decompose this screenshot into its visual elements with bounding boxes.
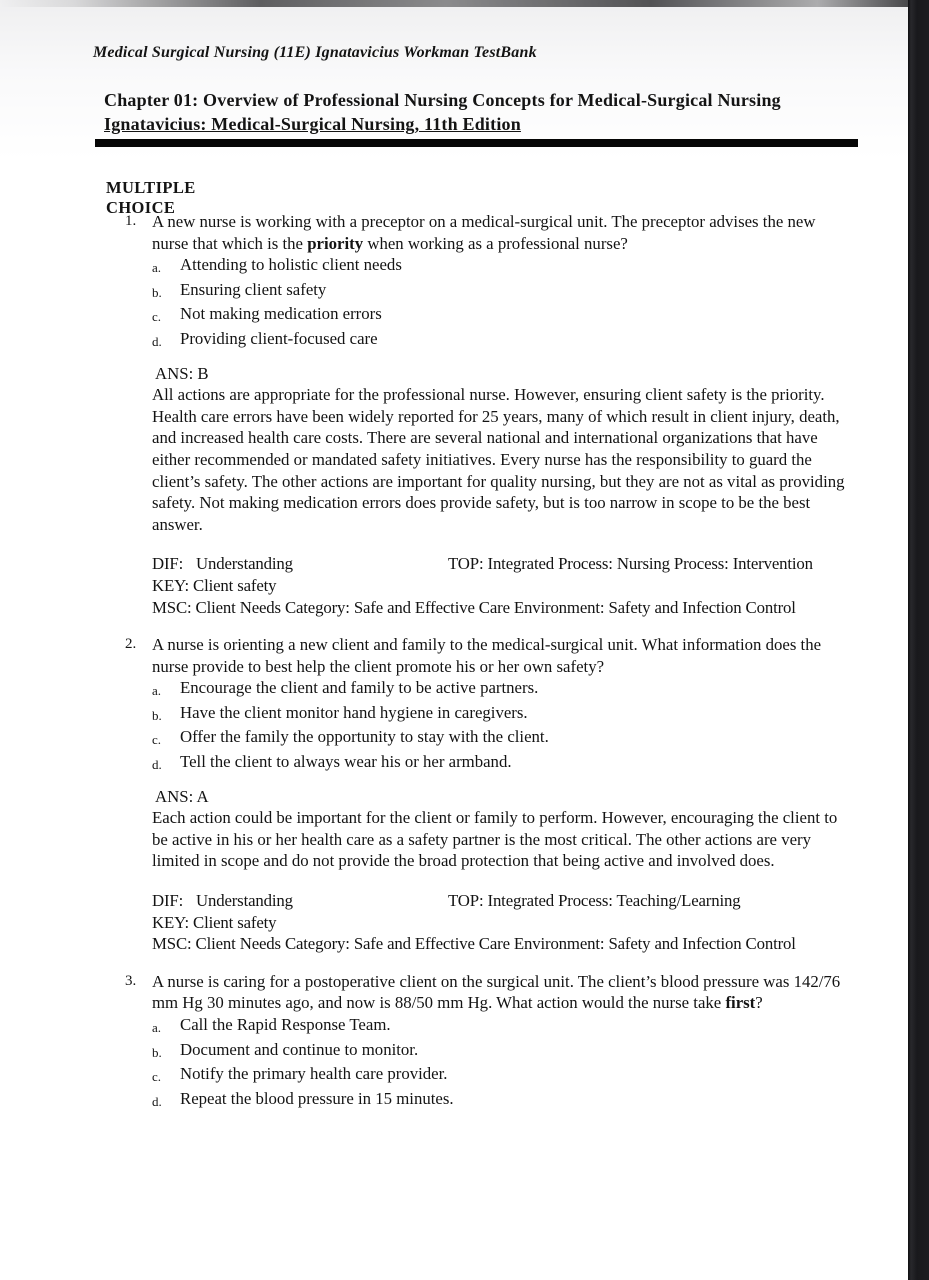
option-row [152,726,855,751]
question-body [152,971,855,1113]
question-stem-text: A nurse is caring for a postoperative client on the surgical unit. The client’s blood pressure was 142/76 mm Hg 30 minutes ago, and now is 88/50 mm Hg. What action would the nurse take [152,971,841,1013]
option-letter: b. [152,284,162,300]
question-number: 1. [125,213,137,229]
dif-label: DIF: [152,891,184,911]
question-meta [152,890,855,955]
top-value: TOP: Integrated Process: Nursing Process: Intervention [448,554,813,574]
section-heading: MULTIPLE CHOICE [106,178,196,217]
option-row [152,279,855,304]
dif-value: Understanding [196,554,293,574]
option-text: Not making medication errors [180,304,382,324]
option-row [152,328,855,353]
option-text: Call the Rapid Response Team. [180,1015,391,1034]
question-body [152,634,855,955]
question-item-3 [125,971,870,1113]
question-stem [152,634,855,677]
option-row [152,1063,855,1088]
option-text: Offer the family the opportunity to stay with the client. [180,727,549,747]
option-letter: c. [152,1069,162,1085]
title-divider-rule [95,139,858,147]
option-letter: d. [152,1093,162,1109]
option-row [152,303,855,328]
msc-row: MSC: Client Needs Category: Safe and Effective Care Environment: Safety and Infection Control [152,597,796,617]
dif-top-row [152,890,855,912]
dif-value: Understanding [196,891,293,911]
option-text: Ensuring client safety [180,279,327,299]
dif-top-row [152,553,855,575]
answer-line: ANS: B [155,363,209,383]
option-text: Encourage the client and family to be active partners. [180,678,539,698]
dif-label: DIF: [152,554,184,574]
question-stem-bold: priority [307,233,364,253]
option-text: Repeat the blood pressure in 15 minutes. [180,1088,454,1108]
question-item-2 [125,634,870,955]
chapter-title-line1: Chapter 01: Overview of Professional Nursing Concepts for Medical-Surgical Nursing [104,90,781,110]
options-list [152,1014,855,1112]
question-list [125,211,870,1128]
option-row [152,1088,855,1113]
key-row: KEY: Client safety [152,575,277,595]
option-letter: d. [152,333,162,349]
option-letter: b. [152,707,162,723]
option-row [152,254,855,279]
key-row: KEY: Client safety [152,912,277,932]
question-meta [152,553,855,618]
right-edge-bar [908,0,929,1280]
answer-line: ANS: A [155,786,209,806]
option-letter: c. [152,732,162,748]
option-row [152,1014,855,1039]
question-stem-text: A nurse is orienting a new client and family to the medical-surgical unit. What information does the nurse provide to best help the client promote his or her own safety? [152,635,822,676]
book-header: Medical Surgical Nursing (11E) Ignatavicius Workman TestBank [93,44,537,61]
option-letter: a. [152,683,162,699]
question-stem-text: when working as a professional nurse? [363,233,628,253]
option-text: Notify the primary health care provider. [180,1064,448,1084]
rationale-text: Each action could be important for the client or family to perform. However, encouraging the client to be active in his or her health care as a safety partner is the most critical. The other actions are very limited in scope and do not provide the broad protection that being active and involved does. [152,808,838,871]
option-text: Tell the client to always wear his or her armband. [180,752,512,772]
top-value: TOP: Integrated Process: Teaching/Learning [448,891,741,911]
question-number: 3. [125,972,137,989]
option-text: Providing client-focused care [180,328,378,348]
question-stem-bold: first [725,993,756,1013]
option-text: Document and continue to monitor. [180,1039,419,1059]
rationale-text: All actions are appropriate for the professional nurse. However, ensuring client safety is the priority. Health care errors have been widely reported for 25 years, many of which result in client injury, death, and increased health care costs. There are several national and international organizations that have either recommended or mandated safety initiatives. Every nurse has the responsibility to guard the client’s safety. The other actions are important for quality nursing, but they are not as vital as providing safety. Not making medication errors does provide safety, but is too narrow in scope to be the best answer. [152,385,845,534]
options-list [152,254,855,352]
chapter-title-line2 [104,112,864,136]
option-letter: a. [152,260,162,276]
top-edge-shadow [0,0,929,7]
question-stem-text: A new nurse is working with a preceptor on a medical-surgical unit. The preceptor advises the new nurse that which is the [152,212,816,253]
option-letter: b. [152,1044,162,1060]
chapter-title-line2-text: Ignatavicius: Medical-Surgical Nursing, 11th Edition [104,114,521,134]
question-stem-text: ? [755,993,763,1013]
option-letter: a. [152,1020,162,1035]
option-text: Attending to holistic client needs [180,255,402,275]
option-row [152,702,855,727]
question-body [152,211,855,618]
msc-row: MSC: Client Needs Category: Safe and Effective Care Environment: Safety and Infection Control [152,934,796,954]
question-item-1 [125,211,870,618]
option-row [152,751,855,776]
chapter-title-block [104,88,864,147]
option-text: Have the client monitor hand hygiene in caregivers. [180,702,528,722]
options-list [152,677,855,775]
option-row [152,1039,855,1064]
question-number: 2. [125,636,137,653]
option-letter: c. [152,309,162,325]
question-stem [152,971,855,1014]
question-stem [152,211,855,254]
option-row [152,677,855,702]
option-letter: d. [152,757,162,773]
